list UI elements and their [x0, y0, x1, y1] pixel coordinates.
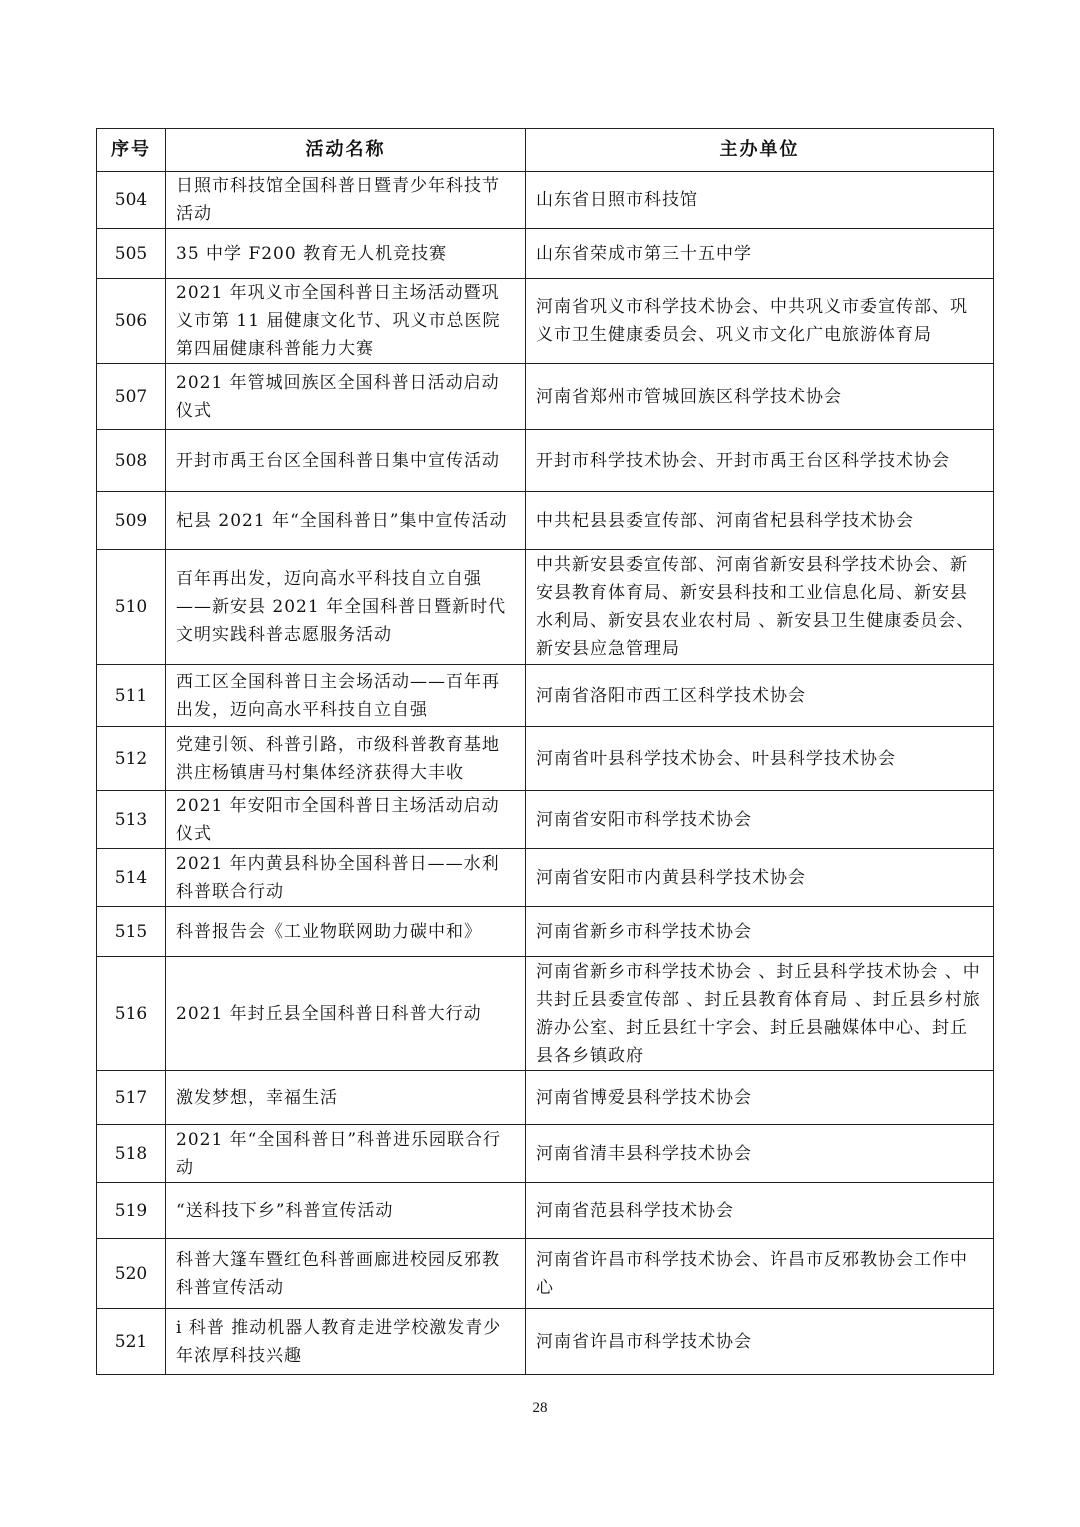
row-organizer: 河南省叶县科学技术协会、叶县科学技术协会 — [526, 727, 994, 791]
table-row — [97, 172, 994, 229]
row-organizer: 河南省新乡市科学技术协会 、封丘县科学技术协会 、中共封丘县委宣传部 、封丘县教育体育局 、封丘县乡村旅游办公室、封丘县红十字会、封丘县融媒体中心、封丘县各乡镇政府 — [526, 957, 994, 1071]
table-row — [97, 1183, 994, 1239]
row-number: 518 — [97, 1125, 166, 1183]
row-organizer: 河南省新乡市科学技术协会 — [526, 907, 994, 957]
table-row — [97, 665, 994, 727]
table-row — [97, 1071, 994, 1125]
table-row — [97, 492, 994, 550]
header-activity-name: 活动名称 — [166, 129, 526, 172]
row-number: 506 — [97, 279, 166, 364]
row-number: 515 — [97, 907, 166, 957]
row-organizer: 河南省安阳市内黄县科学技术协会 — [526, 849, 994, 907]
row-organizer: 河南省许昌市科学技术协会、许昌市反邪教协会工作中心 — [526, 1239, 994, 1309]
table-row — [97, 430, 994, 492]
table-row — [97, 550, 994, 665]
row-organizer: 河南省范县科学技术协会 — [526, 1183, 994, 1239]
row-number: 508 — [97, 430, 166, 492]
row-number: 514 — [97, 849, 166, 907]
header-number: 序号 — [97, 129, 166, 172]
row-number: 519 — [97, 1183, 166, 1239]
row-number: 504 — [97, 172, 166, 229]
table-header-row — [97, 129, 994, 172]
table-row — [97, 1309, 994, 1375]
table-row — [97, 279, 994, 364]
row-activity-name: 2021 年“全国科普日”科普进乐园联合行动 — [166, 1125, 526, 1183]
row-number: 516 — [97, 957, 166, 1071]
row-activity-name: 2021 年管城回族区全国科普日活动启动仪式 — [166, 364, 526, 430]
row-organizer: 河南省洛阳市西工区科学技术协会 — [526, 665, 994, 727]
row-activity-name: 激发梦想，幸福生活 — [166, 1071, 526, 1125]
row-activity-name: 35 中学 F200 教育无人机竞技赛 — [166, 229, 526, 279]
row-activity-name: i 科普 推动机器人教育走进学校激发青少年浓厚科技兴趣 — [166, 1309, 526, 1375]
row-number: 505 — [97, 229, 166, 279]
row-activity-name: 日照市科技馆全国科普日暨青少年科技节活动 — [166, 172, 526, 229]
row-activity-name: 2021 年封丘县全国科普日科普大行动 — [166, 957, 526, 1071]
activity-table — [96, 128, 994, 1375]
row-activity-name: 百年再出发，迈向高水平科技自立自强——新安县 2021 年全国科普日暨新时代文明实践科普志愿服务活动 — [166, 550, 526, 665]
row-organizer: 河南省许昌市科学技术协会 — [526, 1309, 994, 1375]
row-number: 511 — [97, 665, 166, 727]
row-number: 512 — [97, 727, 166, 791]
row-organizer: 中共新安县委宣传部、河南省新安县科学技术协会、新安县教育体育局、新安县科技和工业信息化局、新安县水利局、新安县农业农村局 、新安县卫生健康委员会、新安县应急管理局 — [526, 550, 994, 665]
table-row — [97, 727, 994, 791]
row-number: 507 — [97, 364, 166, 430]
row-number: 520 — [97, 1239, 166, 1309]
table-row — [97, 229, 994, 279]
table-row — [97, 1239, 994, 1309]
header-organizer: 主办单位 — [526, 129, 994, 172]
row-activity-name: 杞县 2021 年“全国科普日”集中宣传活动 — [166, 492, 526, 550]
row-number: 521 — [97, 1309, 166, 1375]
row-activity-name: 党建引领、科普引路，市级科普教育基地洪庄杨镇唐马村集体经济获得大丰收 — [166, 727, 526, 791]
table-row — [97, 791, 994, 849]
row-organizer: 河南省清丰县科学技术协会 — [526, 1125, 994, 1183]
table-body — [97, 172, 994, 1375]
row-activity-name: 2021 年内黄县科协全国科普日——水利科普联合行动 — [166, 849, 526, 907]
page-number: 28 — [532, 1400, 548, 1416]
row-organizer: 河南省郑州市管城回族区科学技术协会 — [526, 364, 994, 430]
row-organizer: 山东省日照市科技馆 — [526, 172, 994, 229]
row-number: 517 — [97, 1071, 166, 1125]
row-organizer: 开封市科学技术协会、开封市禹王台区科学技术协会 — [526, 430, 994, 492]
row-organizer: 河南省巩义市科学技术协会、中共巩义市委宣传部、巩义市卫生健康委员会、巩义市文化广电旅游体育局 — [526, 279, 994, 364]
row-activity-name: 开封市禹王台区全国科普日集中宣传活动 — [166, 430, 526, 492]
row-organizer: 河南省博爱县科学技术协会 — [526, 1071, 994, 1125]
row-activity-name: 科普大篷车暨红色科普画廊进校园反邪教科普宣传活动 — [166, 1239, 526, 1309]
row-organizer: 山东省荣成市第三十五中学 — [526, 229, 994, 279]
table-row — [97, 907, 994, 957]
row-activity-name: 科普报告会《工业物联网助力碳中和》 — [166, 907, 526, 957]
row-organizer: 河南省安阳市科学技术协会 — [526, 791, 994, 849]
row-activity-name: “送科技下乡”科普宣传活动 — [166, 1183, 526, 1239]
table-row — [97, 849, 994, 907]
row-activity-name: 西工区全国科普日主会场活动——百年再出发，迈向高水平科技自立自强 — [166, 665, 526, 727]
table-row — [97, 364, 994, 430]
row-activity-name: 2021 年巩义市全国科普日主场活动暨巩义市第 11 届健康文化节、巩义市总医院第四届健康科普能力大赛 — [166, 279, 526, 364]
row-number: 509 — [97, 492, 166, 550]
row-activity-name: 2021 年安阳市全国科普日主场活动启动仪式 — [166, 791, 526, 849]
table-row — [97, 1125, 994, 1183]
table-row — [97, 957, 994, 1071]
row-organizer: 中共杞县县委宣传部、河南省杞县科学技术协会 — [526, 492, 994, 550]
row-number: 513 — [97, 791, 166, 849]
row-number: 510 — [97, 550, 166, 665]
